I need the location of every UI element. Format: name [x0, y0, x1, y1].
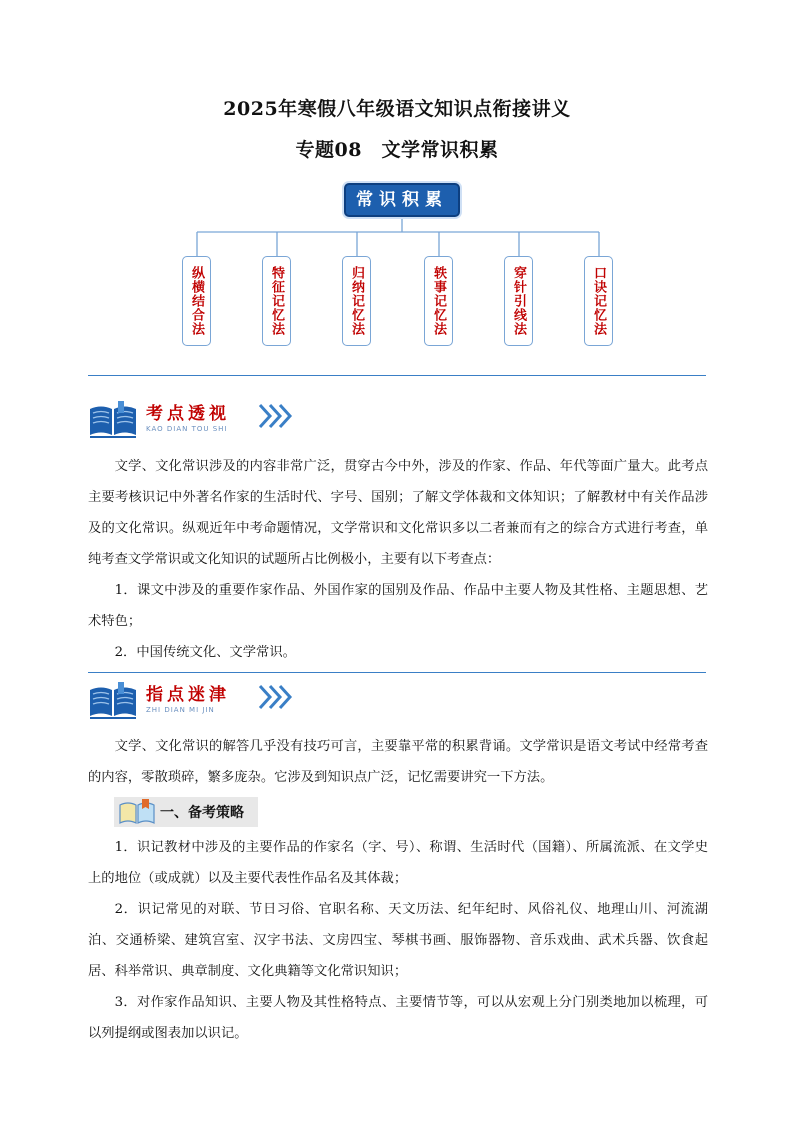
- chevron-right-icon: [258, 684, 294, 710]
- section-divider: [88, 375, 706, 376]
- mindmap-leaf-tezheng: 特征记忆法: [262, 256, 291, 346]
- mindmap-leaf-guina: 归纳记忆法: [342, 256, 371, 346]
- chevron-right-icon: [258, 403, 294, 429]
- paragraph-strategy-3: 3．对作家作品知识、主要人物及其性格特点、主要情节等，可以从宏观上分门别类地加以梳理，可以列提纲或图表加以识记。: [88, 995, 708, 1041]
- document-title: 2025年寒假八年级语文知识点衔接讲义: [223, 98, 571, 120]
- subsection-title: 一、备考策略: [160, 805, 244, 821]
- mindmap-leaf-koujue: 口诀记忆法: [584, 256, 613, 346]
- open-book-icon: [88, 401, 138, 439]
- section-divider: [88, 672, 706, 673]
- open-book-icon: [118, 799, 156, 825]
- section-subtitle: ZHI DIAN MI JIN: [146, 706, 215, 714]
- section-header-zhidian: [88, 680, 388, 726]
- section-title: 考点透视: [146, 404, 230, 424]
- paragraph-kaodian-point-2: 2．中国传统文化、文学常识。: [114, 645, 296, 660]
- mindmap-connectors: [0, 0, 794, 360]
- paragraph-strategy-2: 2．识记常见的对联、节日习俗、官职名称、天文历法、纪年纪时、风俗礼仪、地理山川、河流湖泊、交通桥梁、建筑宫室、汉字书法、文房四宝、琴棋书画、服饰器物、音乐戏曲、武术兵器、饮食起居、科举常识、典章制度、文化典籍等文化常识知识；: [88, 902, 708, 979]
- paragraph-kaodian-intro: 文学、文化常识涉及的内容非常广泛，贯穿古今中外，涉及的作家、作品、年代等面广量大。此考点主要考核识记中外著名作家的生活时代、字号、国别；了解文学体裁和文体知识；了解教材中有关作品涉及的文化常识。纵观近年中考命题情况，文学常识和文化常识多以二者兼而有之的综合方式进行考查，单纯考查文学常识或文化知识的试题所占比例极小，主要有以下考查点：: [88, 459, 708, 567]
- mindmap-leaf-chuanzhen: 穿针引线法: [504, 256, 533, 346]
- document-subtitle: 专题08 文学常识积累: [295, 139, 499, 161]
- paragraph-zhidian-intro: 文学、文化常识的解答几乎没有技巧可言，主要靠平常的积累背诵。文学常识是语文考试中经常考查的内容，零散琐碎，繁多庞杂。它涉及到知识点广泛，记忆需要讲究一下方法。: [88, 739, 708, 785]
- section-subtitle: KAO DIAN TOU SHI: [146, 425, 228, 433]
- subsection-header-beikao: [114, 797, 258, 827]
- section-title: 指点迷津: [146, 685, 230, 705]
- paragraph-kaodian-point-1: 1．课文中涉及的重要作家作品、外国作家的国别及作品、作品中主要人物及其性格、主题思想、艺术特色；: [88, 583, 708, 629]
- mindmap-root: 常识积累: [344, 183, 460, 217]
- mindmap-leaf-zongheng: 纵横结合法: [182, 256, 211, 346]
- open-book-icon: [88, 682, 138, 720]
- paragraph-strategy-1: 1．识记教材中涉及的主要作品的作家名（字、号）、称谓、生活时代（国籍）、所属流派、在文学史上的地位（或成就）以及主要代表性作品名及其体裁；: [88, 840, 708, 886]
- mindmap-leaf-yishi: 轶事记忆法: [424, 256, 453, 346]
- section-header-kaodian: [88, 399, 388, 445]
